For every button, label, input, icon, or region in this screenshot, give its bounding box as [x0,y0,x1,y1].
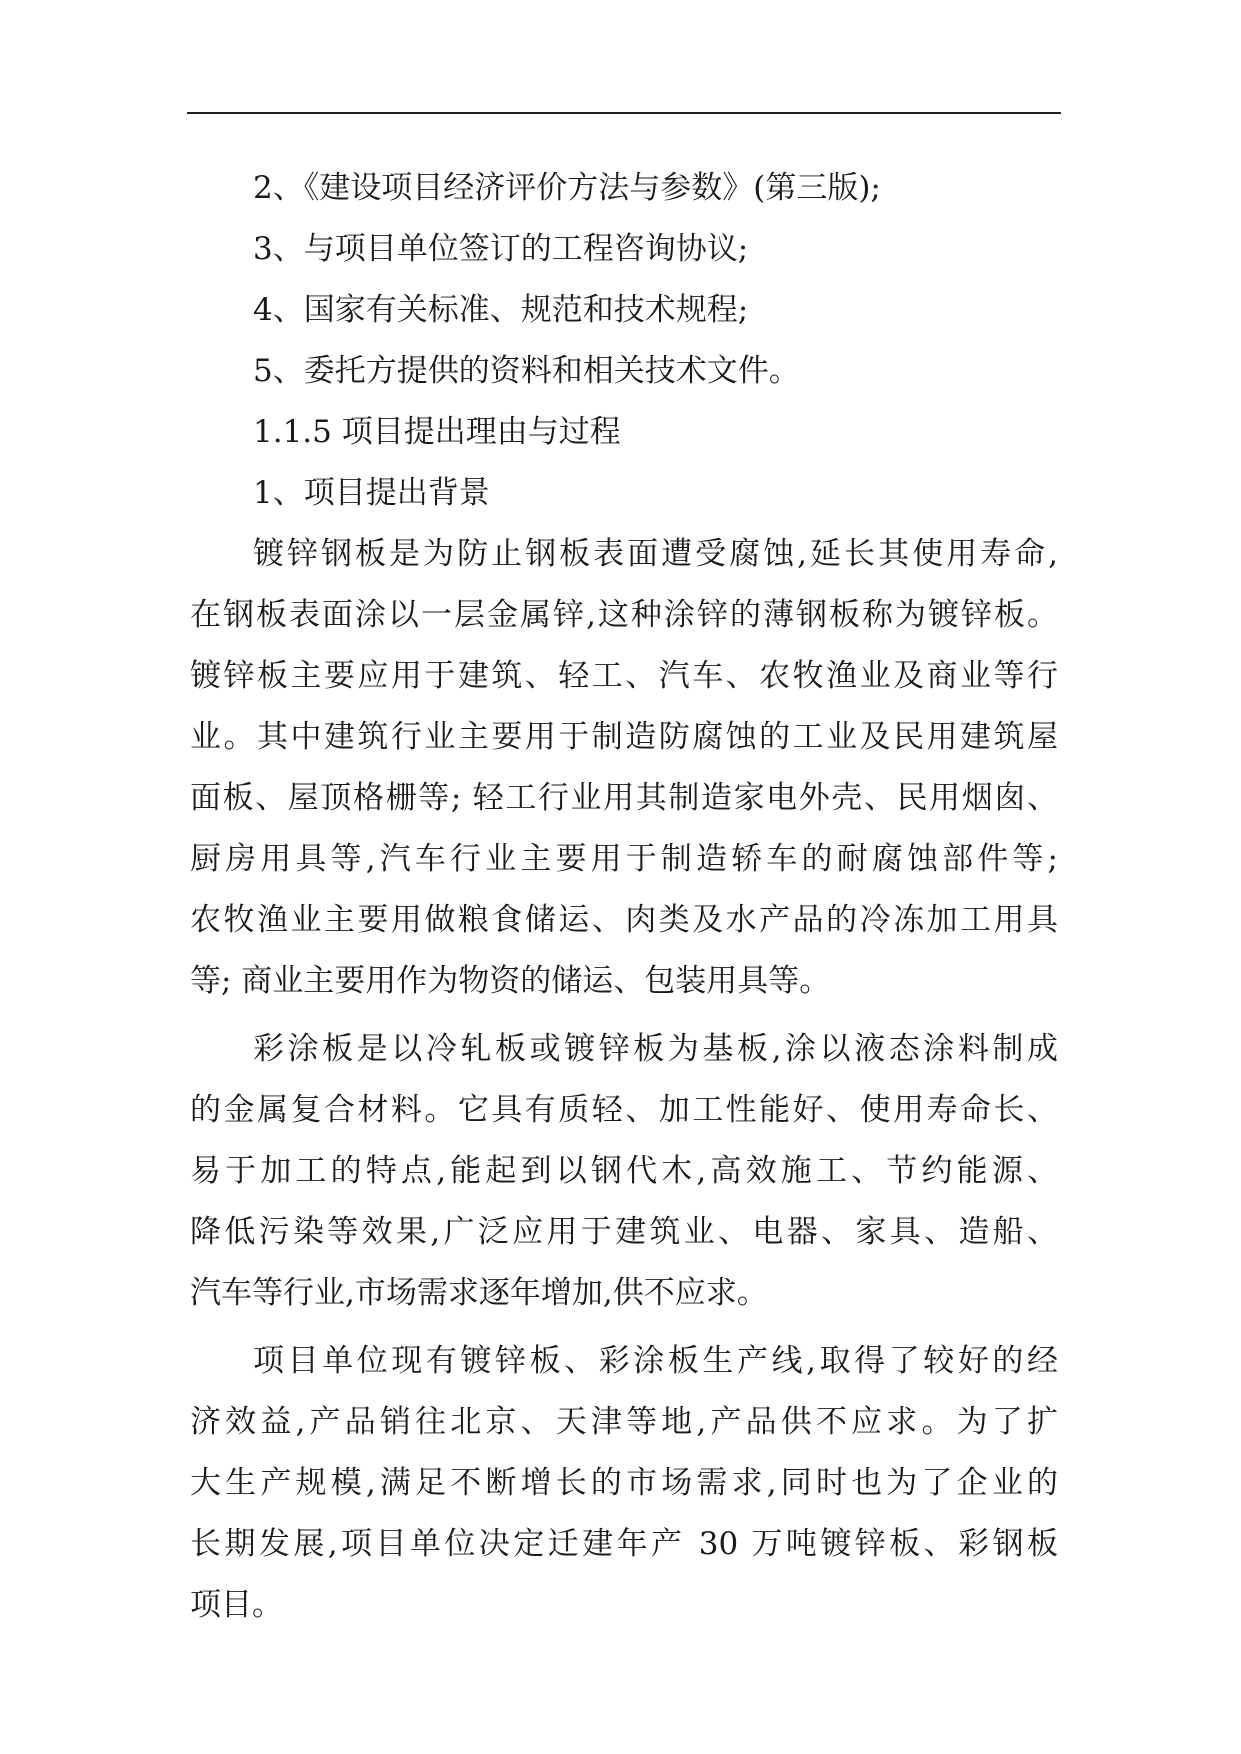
paragraph-color-coated [190,1019,1058,1324]
paragraph-line: 农牧渔业主要用做粮食储运、肉类及水产品的冷冻加工用具 [190,902,1058,938]
paragraph-line: 厨房用具等,汽车行业主要用于制造轿车的耐腐蚀部件等; [190,841,1058,877]
paragraph-gap [190,1324,1058,1331]
document-body [190,158,1058,1636]
paragraph-line: 彩涂板是以冷轧板或镀锌板为基板,涂以液态涂料制成 [253,1031,1058,1067]
list-item: 5、委托方提供的资料和相关技术文件。 [253,353,800,389]
list-item: 4、国家有关标准、规范和技术规程; [253,292,749,328]
paragraph-gap [190,1012,1058,1019]
paragraph-line: 易于加工的特点,能起到以钢代木,高效施工、节约能源、 [190,1153,1058,1189]
paragraph-line: 项目单位现有镀锌板、彩涂板生产线,取得了较好的经 [253,1343,1058,1379]
paragraph-line: 济效益,产品销往北京、天津等地,产品供不应求。为了扩 [190,1404,1058,1440]
paragraph-line: 项目。 [190,1587,283,1623]
paragraph-line: 在钢板表面涂以一层金属锌,这种涂锌的薄钢板称为镀锌板。 [190,597,1058,633]
paragraph-line: 降低污染等效果,广泛应用于建筑业、电器、家具、造船、 [190,1214,1058,1250]
paragraph-project-unit [190,1331,1058,1636]
paragraph-line: 镀锌钢板是为防止钢板表面遭受腐蚀,延长其使用寿命, [253,536,1058,572]
paragraph-line: 长期发展,项目单位决定迁建年产 30 万吨镀锌板、彩钢板 [190,1526,1058,1562]
paragraph-background-galvanized [190,524,1058,1012]
paragraph-line: 等; 商业主要用作为物资的储运、包装用具等。 [190,963,831,999]
paragraph-line: 业。其中建筑行业主要用于制造防腐蚀的工业及民用建筑屋 [190,719,1058,755]
list-item: 2、《建设项目经济评价方法与参数》(第三版); [253,170,881,206]
section-heading: 1.1.5 项目提出理由与过程 [253,414,621,450]
paragraph-line: 的金属复合材料。它具有质轻、加工性能好、使用寿命长、 [190,1092,1058,1128]
header-rule [187,112,1061,114]
list-item: 3、与项目单位签订的工程咨询协议; [253,231,749,267]
paragraph-line: 汽车等行业,市场需求逐年增加,供不应求。 [190,1275,768,1311]
paragraph-line: 面板、屋顶格栅等; 轻工行业用其制造家电外壳、民用烟囱、 [190,780,1058,816]
paragraph-line: 大生产规模,满足不断增长的市场需求,同时也为了企业的 [190,1465,1058,1501]
paragraph-line: 镀锌板主要应用于建筑、轻工、汽车、农牧渔业及商业等行 [190,658,1058,694]
subheading: 1、项目提出背景 [253,475,490,511]
